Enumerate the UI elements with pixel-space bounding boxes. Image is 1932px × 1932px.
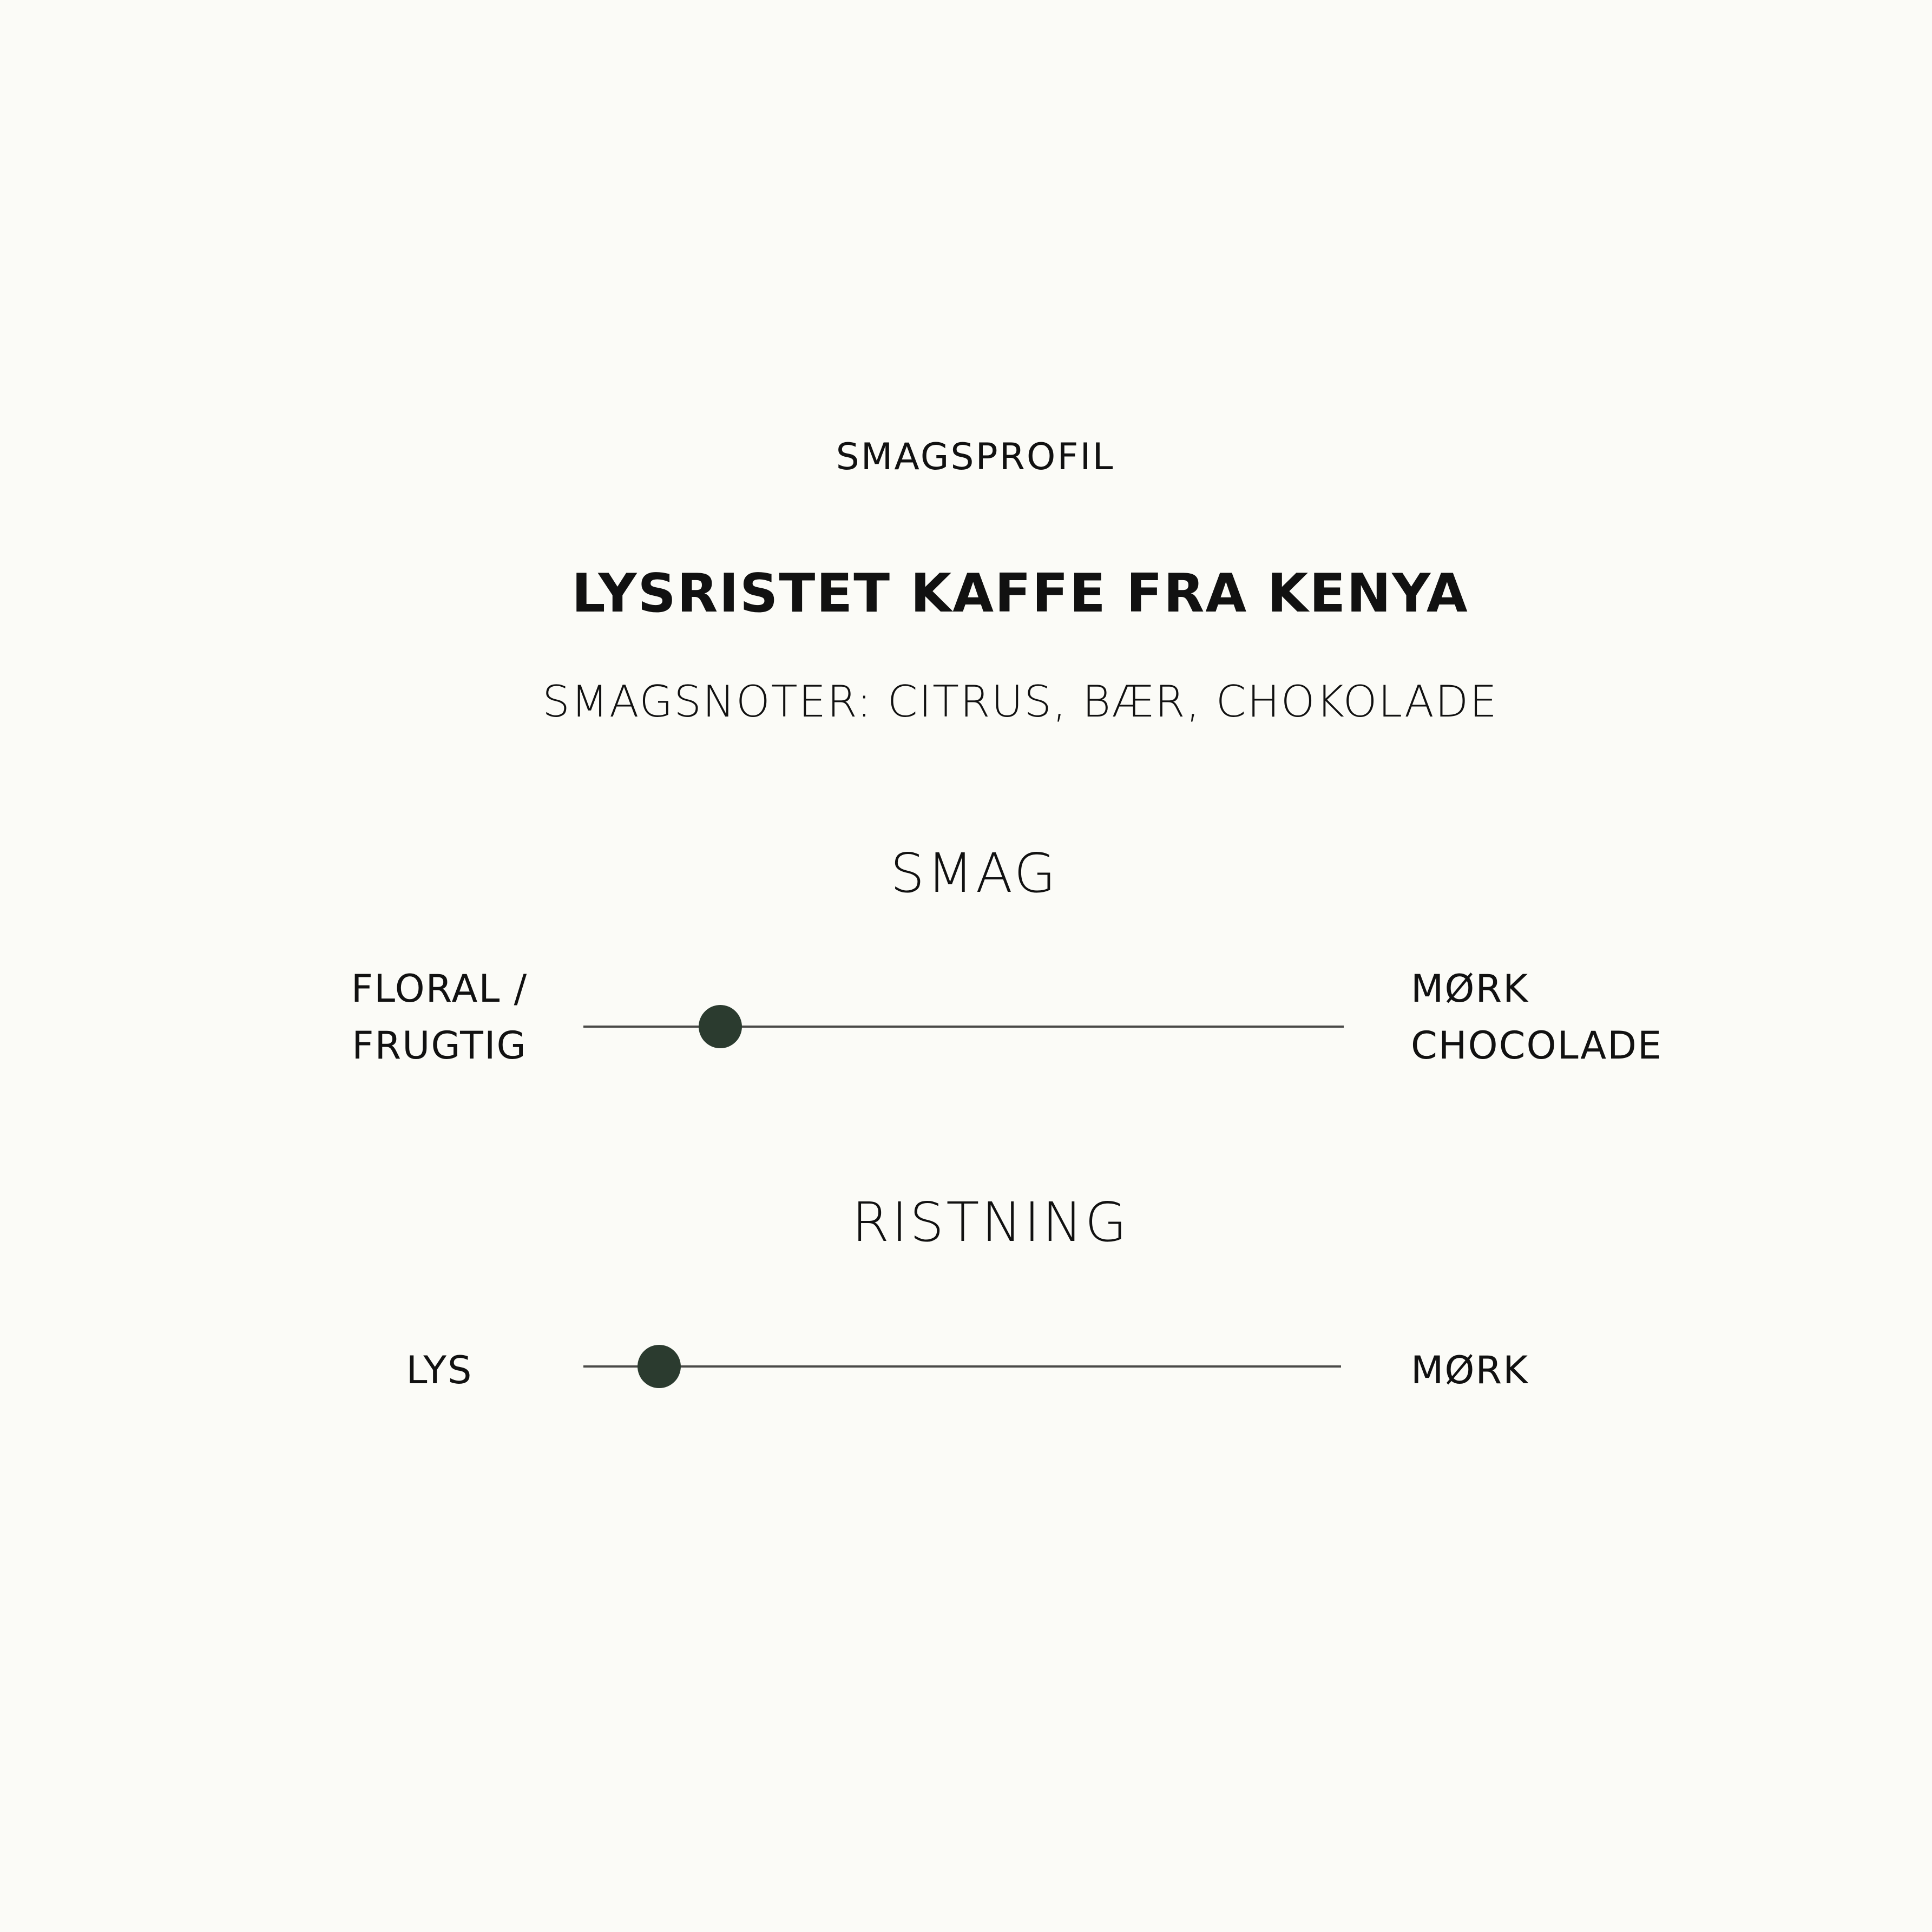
smag-left-label-line1: FLORAL / <box>351 967 528 1011</box>
ristning-title: RISTNING <box>851 1191 1129 1254</box>
ristning-slider-track <box>583 1365 1341 1368</box>
smag-left-label-line2: FRUGTIG <box>352 1023 527 1068</box>
smag-left-label <box>351 961 528 1074</box>
page-eyebrow: SMAGSPROFIL <box>836 436 1115 478</box>
smag-title: SMAG <box>890 842 1058 905</box>
smag-right-label-line1: MØRK <box>1411 967 1529 1011</box>
smag-slider-thumb[interactable] <box>699 1005 742 1048</box>
ristning-right-label: MØRK <box>1411 1348 1529 1392</box>
ristning-left-label: LYS <box>406 1348 473 1392</box>
smag-slider-track <box>583 1026 1344 1028</box>
tasting-notes: SMAGSNOTER: CITRUS, BÆR, CHOKOLADE <box>542 676 1498 727</box>
smag-right-label <box>1411 961 1662 1074</box>
page-title: LYSRISTET KAFFE FRA KENYA <box>571 563 1469 625</box>
smag-slider[interactable] <box>583 1016 1344 1037</box>
ristning-slider[interactable] <box>583 1356 1341 1377</box>
ristning-slider-thumb[interactable] <box>638 1345 681 1388</box>
smag-right-label-line2: CHOCOLADE <box>1411 1023 1663 1068</box>
